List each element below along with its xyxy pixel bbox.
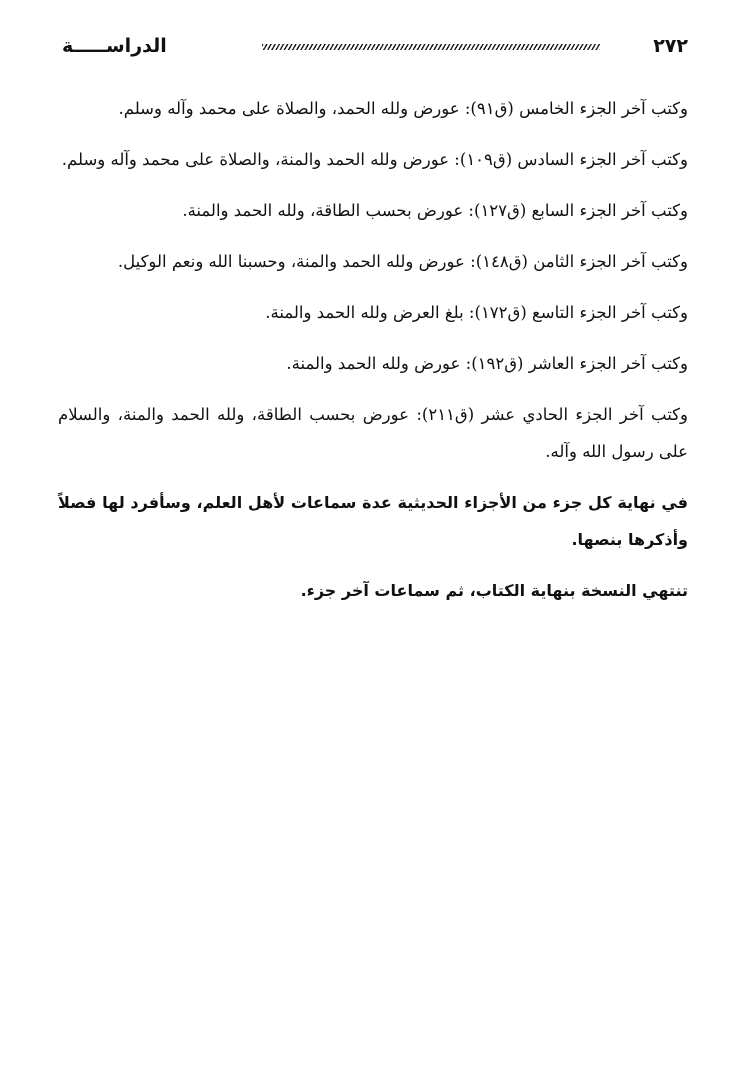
page-number: ٢٧٢ <box>653 35 688 57</box>
paragraph-part-11: وكتب آخر الجزء الحادي عشر (ق٢١١): عورض بحسب الطاقة، ولله الحمد والمنة، والسلام على رسول الله وآله. <box>58 405 689 461</box>
paragraph-audition-notes: في نهاية كل جزء من الأجزاء الحديثية عدة سماعات لأهل العلم، وسأفرد لها فصلاً وأذكرها بنصها. <box>58 493 688 549</box>
paragraph-part-7: وكتب آخر الجزء السابع (ق١٢٧): عورض بحسب الطاقة، ولله الحمد والمنة. <box>182 201 688 220</box>
section-title: الدراســـــة <box>62 35 167 57</box>
paragraph-part-10: وكتب آخر الجزء العاشر (ق١٩٢): عورض ولله الحمد والمنة. <box>286 354 688 373</box>
paragraph-part-5: وكتب آخر الجزء الخامس (ق٩١): عورض ولله الحمد، والصلاة على محمد وآله وسلم. <box>118 99 688 118</box>
paragraph-part-6: وكتب آخر الجزء السادس (ق١٠٩): عورض ولله الحمد والمنة، والصلاة على محمد وآله وسلم. <box>61 150 688 169</box>
body-text <box>58 90 688 623</box>
paragraph-manuscript-end: تنتهي النسخة بنهاية الكتاب، ثم سماعات آخر جزء. <box>300 581 688 600</box>
paragraph-part-8: وكتب آخر الجزء الثامن (ق١٤٨): عورض ولله الحمد والمنة، وحسبنا الله ونعم الوكيل. <box>117 252 688 271</box>
header-rule <box>262 44 600 50</box>
paragraph-part-9: وكتب آخر الجزء التاسع (ق١٧٢): بلغ العرض ولله الحمد والمنة. <box>265 303 688 322</box>
running-header <box>62 32 688 66</box>
